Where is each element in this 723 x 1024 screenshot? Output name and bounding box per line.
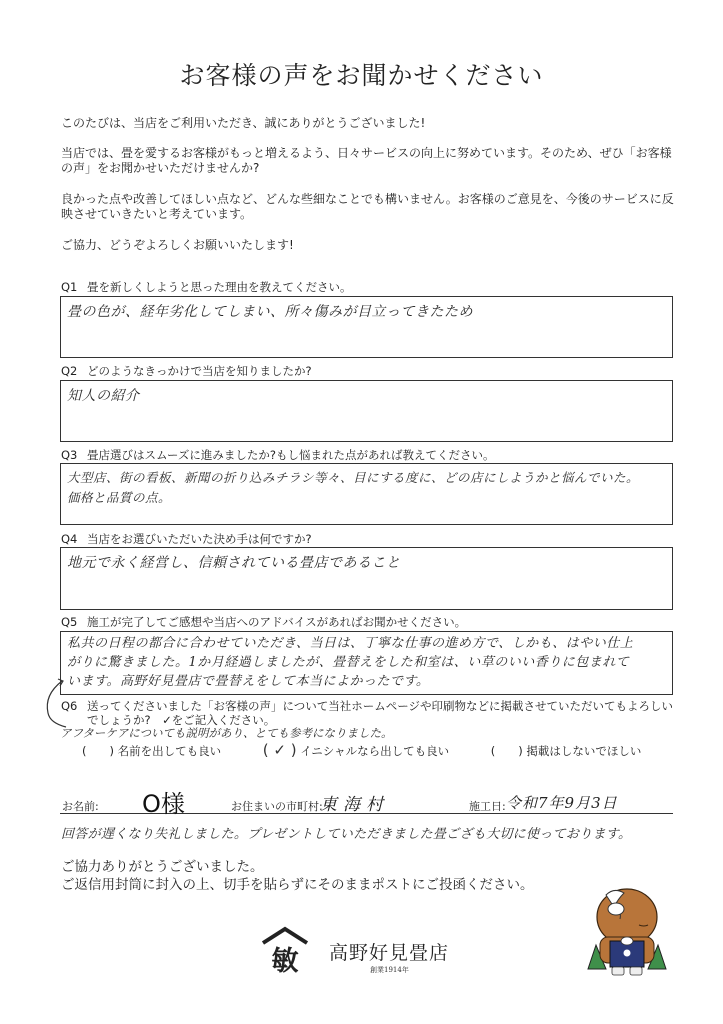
answer-box-q5[interactable] — [60, 631, 673, 695]
checkbox-empty[interactable]: ( ) — [490, 744, 523, 758]
question-text: 当店をお選びいただいた決め手は何ですか? — [87, 532, 312, 546]
city-label: お住まいの市町村: — [231, 800, 323, 813]
answer-line: がりに驚きました。1か月経過しましたが、畳替えをした和室は、い草のいい香りに包まれて — [67, 655, 630, 670]
question-6-label — [61, 699, 673, 713]
customer-info-row — [60, 786, 673, 818]
handwritten-note: アフターケアについても説明があり、とても参考になりました。 — [60, 726, 393, 740]
shop-logo-icon — [260, 926, 310, 974]
option-label: 名前を出しても良い — [117, 744, 222, 758]
question-number: Q6 — [61, 699, 78, 713]
answer-line: 知人の紹介 — [67, 388, 140, 404]
consent-options — [82, 741, 679, 759]
option-label: イニシャルなら出しても良い — [300, 744, 450, 758]
intro-line-1: このたびは、当店をご利用いただき、誠にありがとうございました! — [61, 116, 426, 130]
bear-mascot-icon — [584, 885, 670, 980]
answer-box-q2[interactable] — [60, 380, 673, 442]
question-number: Q2 — [61, 364, 78, 378]
date-label: 施工日: — [469, 800, 506, 813]
checkbox-empty[interactable]: ( ) — [82, 744, 114, 758]
question-2-label — [61, 363, 312, 379]
page-title: お客様の声をお聞かせください — [179, 61, 544, 90]
founded-year: 創業1914年 — [370, 966, 409, 974]
checkbox-checked[interactable]: ( ✓ ) — [262, 741, 297, 759]
question-text: どのようなきっかけで当店を知りましたか? — [87, 364, 312, 378]
answer-line: 地元で永く経営し、信頼されている畳店であること — [67, 555, 401, 571]
closing-line-2: ご返信用封筒に封入の上、切手を貼らずにそのままポストにご投函ください。 — [61, 877, 534, 893]
question-number: Q4 — [61, 532, 78, 546]
option-initials-ok[interactable] — [262, 741, 450, 759]
closing-message — [61, 858, 534, 894]
option-no-publish[interactable] — [491, 744, 642, 758]
intro-line-4: ご協力、どうぞよろしくお願いいたします! — [61, 238, 294, 252]
intro-line-2: 当店では、畳を愛するお客様がもっと増えるよう、日々サービスの向上に努めています。そのため、ぜひ「お客様の声」をお聞かせいただけませんか? — [61, 146, 672, 175]
answer-line: います。高野好見畳店で畳替えをして本当によかったです。 — [67, 674, 430, 689]
brand-name: 高野好見畳店 — [329, 942, 450, 964]
city-value[interactable]: 東海村 — [320, 795, 389, 815]
closing-line-1: ご協力ありがとうございました。 — [61, 859, 264, 875]
question-text: 畳店選びはスムーズに進みましたか?もし悩まれた点があれば教えてください。 — [87, 448, 495, 462]
answer-box-q3[interactable] — [60, 463, 673, 525]
question-text: 畳を新しくしようと思った理由を教えてください。 — [87, 280, 352, 294]
answer-line: 大型店、街の看板、新聞の折り込みチラシ等々、目にする度に、どの店にしようかと悩んでいた。 — [67, 470, 640, 485]
answer-line: 畳の色が、経年劣化してしまい、所々傷みが目立ってきたため — [67, 304, 473, 320]
question-text: 施工が完了してご感想や当店へのアドバイスがあればお聞かせください。 — [87, 615, 467, 629]
svg-text:敏: 敏 — [271, 946, 299, 974]
date-value[interactable]: 令和7年9月3日 — [506, 794, 618, 812]
intro-line-3: 良かった点や改善してほしい点など、どんな些細なことでも構いません。お客様のご意見を、今後のサービスに反映させていきたいと考えています。 — [61, 192, 674, 221]
name-label: お名前: — [62, 800, 99, 813]
question-5-label — [61, 614, 466, 630]
question-text: 送ってくださいました「お客様の声」について当社ホームページや印刷物などに掲載させていただいてもよろしい — [87, 699, 674, 713]
option-label: 掲載はしないでほしい — [526, 744, 642, 758]
extra-comment: 回答が遅くなり失礼しました。プレゼントしていただきました畳ござも大切に使っております。 — [61, 827, 632, 842]
question-6-instruction: でしょうか? ✓をご記入ください。 — [87, 713, 276, 727]
answer-box-q4[interactable] — [60, 547, 673, 610]
option-name-ok[interactable] — [82, 744, 221, 758]
question-number: Q3 — [61, 448, 78, 462]
question-number: Q5 — [61, 615, 78, 629]
question-1-label — [61, 279, 352, 295]
question-number: Q1 — [61, 280, 78, 294]
answer-line: 私共の日程の都合に合わせていただき、当日は、丁寧な仕事の進め方で、しかも、はやい仕上 — [67, 636, 634, 651]
question-4-label — [61, 531, 312, 547]
question-3-label — [61, 447, 494, 463]
answer-box-q1[interactable] — [60, 296, 673, 358]
name-value[interactable]: O様 — [142, 790, 185, 818]
answer-line: 価格と品質の点。 — [67, 490, 172, 505]
